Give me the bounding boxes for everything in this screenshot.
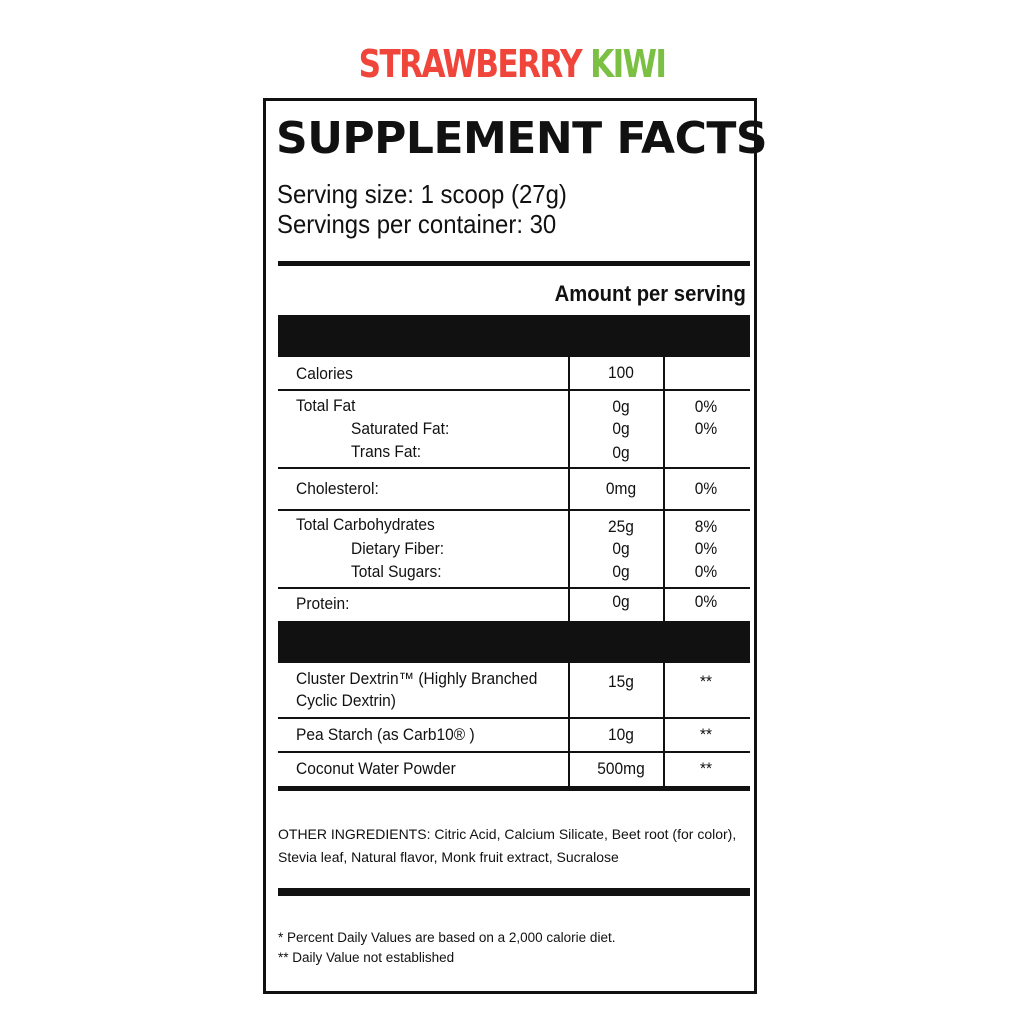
nutrient-dv: 8% [694,518,718,536]
nutrient-name: Saturated Fat: [351,420,450,438]
amount-per-serving-header: Amount per serving [554,281,746,306]
serving-size: Serving size: 1 scoop (27g) [277,179,567,209]
blend-dv: ** [699,726,713,744]
divider-thick-blend-end [278,786,750,791]
nutrient-amount: 0g [612,398,630,416]
blend-name-cont: Cyclic Dextrin) [296,692,396,710]
nutrient-amount: 0g [612,420,630,438]
nutrient-amount: 0g [612,540,630,558]
footnotes [278,928,615,968]
header-black-bar [278,315,750,357]
blend-amount: 15g [608,673,634,691]
divider-thick [278,261,750,266]
nutrient-amount: 25g [608,518,634,536]
flavor-part-kiwi: KIWI [590,42,666,86]
divider-thick-bottom [278,888,750,896]
blend-dv: ** [699,760,713,778]
nutrient-amount: 0g [612,593,630,611]
nutrient-name: Dietary Fiber: [351,540,445,558]
nutrient-name: Calories [296,365,353,383]
blend-dv: ** [699,673,713,691]
nutrient-name: Total Carbohydrates [296,516,435,534]
blend-name: Pea Starch (as Carb10® ) [296,726,475,744]
serving-info [277,179,567,239]
nutrient-name: Cholesterol: [296,480,379,498]
flavor-title [92,42,932,86]
nutrient-dv: 0% [694,480,718,498]
other-ingredients: OTHER INGREDIENTS: Citric Acid, Calcium Silicate, Beet root (for color), Stevia leaf, Natural flavor, Monk fruit extract, Sucralose [278,826,737,865]
column-divider-1 [568,315,570,621]
nutrient-name: Total Sugars: [351,563,442,581]
nutrient-name: Total Fat [296,397,356,415]
footnote-not-established: ** Daily Value not established [278,950,455,965]
footnote-daily-values: * Percent Daily Values are based on a 2,000 calorie diet. [278,930,616,945]
nutrient-amount: 0g [612,444,630,462]
blend-black-bar [278,621,750,663]
nutrient-amount: 0g [612,563,630,581]
nutrient-dv: 0% [694,593,718,611]
panel-title: SUPPLEMENT FACTS [276,113,768,164]
supplement-facts-panel [263,98,768,994]
nutrient-dv: 0% [694,398,718,416]
nutrient-amount: 0mg [605,480,637,498]
column-divider-2 [663,315,665,621]
blend-name: Coconut Water Powder [296,760,456,778]
blend-name: Cluster Dextrin™ (Highly Branched [296,670,538,688]
nutrient-amount: 100 [608,364,634,382]
flavor-part-strawberry: STRAWBERRY [358,42,581,86]
column-divider-1b [568,663,570,787]
blend-amount: 500mg [597,760,645,778]
nutrient-dv: 0% [694,540,718,558]
nutrient-dv: 0% [694,563,718,581]
nutrient-dv: 0% [694,420,718,438]
servings-per-container: Servings per container: 30 [277,209,557,239]
blend-amount: 10g [608,726,634,744]
nutrient-name: Trans Fat: [351,443,422,461]
column-divider-2b [663,663,665,787]
nutrient-name: Protein: [296,595,350,613]
